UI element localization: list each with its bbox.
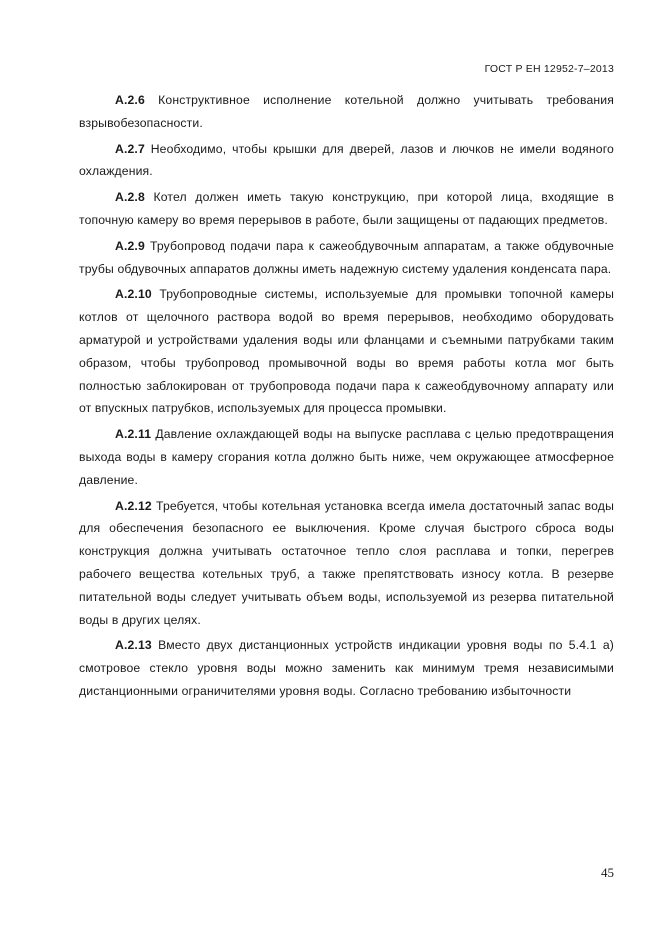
paragraph-a-2-12 — [79, 495, 614, 632]
paragraph-a-2-11 — [79, 423, 614, 491]
clause-number: А.2.11 — [115, 427, 152, 442]
clause-text: Вместо двух дистанционных устройств индикации уровня воды по 5.4.1 а) смотровое стекло уровня воды можно заменить как минимум тремя независимыми дистанционными ограничителями уровня воды. Согласно требованию избыточности — [79, 638, 614, 698]
clause-text: Котел должен иметь такую конструкцию, при которой лица, входящие в топочную камеру во время перерывов в работе, были защищены от падающих предметов. — [79, 190, 614, 227]
paragraph-a-2-9 — [79, 235, 614, 281]
paragraph-a-2-7 — [79, 138, 614, 184]
clause-number: А.2.9 — [115, 238, 145, 253]
standard-designation: ГОСТ Р ЕН 12952-7–2013 — [484, 63, 614, 75]
clause-number: А.2.12 — [115, 498, 152, 513]
clause-number: А.2.6 — [115, 93, 145, 107]
clause-text: Требуется, чтобы котельная установка всегда имела достаточный запас воды для обеспечения безопасного ее выключения. Кроме случая быстрого сброса воды конструкция должна учитывать остаточное тепло слоя расплава и топки, перегрев рабочего вещества котельных труб, а также препятствовать износу котла. В резерве питательной воды следует учитывать объем воды, используемой из резерва питательной воды в других целях. — [79, 498, 614, 627]
clause-number: А.2.8 — [115, 190, 145, 205]
clause-text: Трубопроводные системы, используемые для промывки топочной камеры котлов от щелочного раствора водой во время перерывов, необходимо оборудовать арматурой и устройствами удаления воды или фланцами и съемными патрубками таким образом, чтобы трубопровод промывочной воды во время работы котла мог быть полностью заблокирован от трубопровода подачи пара к сажеобдувочному аппарату или от впускных патрубков, используемых для процесса промывки. — [79, 287, 614, 416]
clause-text: Трубопровод подачи пара к сажеобдувочным аппаратам, а также обдувочные трубы обдувочных аппаратов должны иметь надежную систему удаления конденсата пара. — [79, 238, 614, 276]
paragraph-a-2-8 — [79, 186, 614, 232]
clause-number: А.2.13 — [115, 638, 152, 653]
clause-text: Конструктивное исполнение котельной должно учитывать требования взрывобезопасности. — [79, 93, 614, 130]
clause-text: Давление охлаждающей воды на выпуске расплава с целью предотвращения выхода воды в камеру сгорания котла должно быть ниже, чем окружающее атмосферное давление. — [79, 427, 614, 487]
document-body — [79, 89, 614, 706]
clause-number: А.2.10 — [115, 287, 152, 302]
paragraph-a-2-13 — [79, 634, 614, 702]
page-number: 45 — [601, 865, 614, 880]
clause-text: Необходимо, чтобы крышки для дверей, лазов и лючков не имели водяного охлаждения. — [79, 141, 614, 179]
clause-number: А.2.7 — [115, 141, 145, 156]
paragraph-a-2-6 — [79, 89, 614, 135]
paragraph-a-2-10 — [79, 283, 614, 420]
